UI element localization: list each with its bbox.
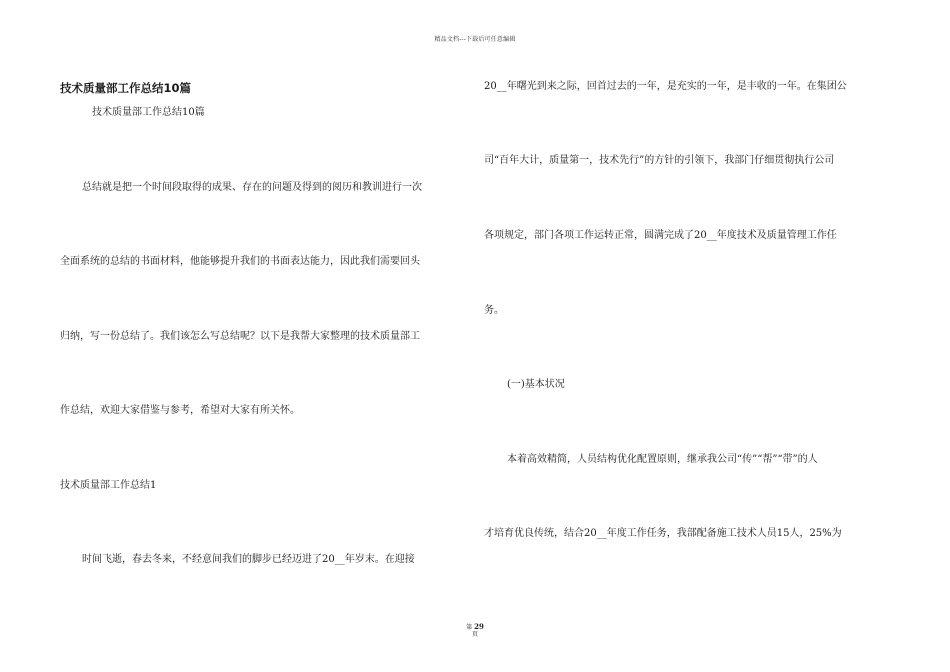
paragraph-line: 各项规定，部门各项工作运转正常，圆满完成了20__年度技术及质量管理工作任 [484, 230, 837, 241]
section-heading: 技术质量部工作总结1 [60, 480, 157, 491]
paragraph-line: 时间飞逝，春去冬来，不经意间我们的脚步已经迈进了20__年岁末。在迎接 [82, 554, 415, 565]
document-header: 精品文档---下载后可任意编辑 [434, 36, 516, 43]
paragraph-line: 作总结，欢迎大家借鉴与参考，希望对大家有所关怀。 [60, 405, 300, 416]
paragraph-line: 全面系统的总结的书面材料，他能够提升我们的书面表达能力，因此我们需要回头 [60, 256, 420, 267]
page-suffix: 页 [471, 631, 478, 638]
subtitle-line: 技术质量部工作总结10篇 [92, 107, 205, 118]
page-number [0, 623, 950, 638]
paragraph-line: 司“百年大计，质量第一，技术先行”的方针的引领下，我部门仔细贯彻执行公司 [484, 155, 835, 166]
paragraph-line: 务。 [484, 305, 504, 316]
paragraph-line: 本着高效精简，人员结构优化配置原则，继承我公司“传”“帮”“带”的人 [507, 454, 818, 465]
paragraph-line: 归纳，写一份总结了。我们该怎么写总结呢？以下是我帮大家整理的技术质量部工 [60, 331, 420, 342]
section-subheading: (一)基本状况 [507, 379, 565, 390]
page-number-value: 29 [474, 622, 484, 631]
page-prefix: 第 [466, 624, 473, 631]
paragraph-line: 总结就是把一个时间段取得的成果、存在的问题及得到的阅历和教训进行一次 [82, 182, 422, 193]
paragraph-line: 20__年曙光到来之际，回首过去的一年，是充实的一年，是丰收的一年。在集团公 [484, 81, 847, 92]
paragraph-line: 才培育优良传统，结合20__年度工作任务，我部配备施工技术人员15人，25%为 [484, 528, 842, 539]
document-title: 技术质量部工作总结10篇 [60, 81, 192, 95]
